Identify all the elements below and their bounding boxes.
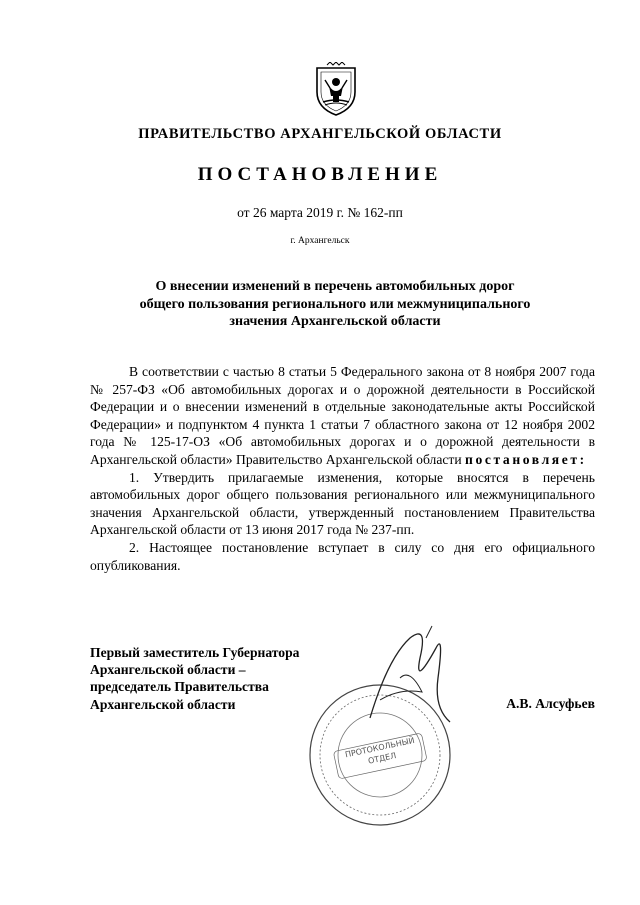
resolution-keyword: постановляет (465, 451, 580, 467)
document-type: ПОСТАНОВЛЕНИЕ (197, 164, 443, 185)
signer-line: председатель Правительства (90, 679, 269, 695)
signer-line: Архангельской области (90, 696, 236, 712)
stamp-text: ПРОТОКОЛЬНЫЙ ОТДЕЛ (344, 735, 416, 766)
title-line: О внесении изменений в перечень автомобильных дорог (155, 279, 515, 294)
document-title (110, 278, 560, 331)
signer-name: А.В. Алсуфьев (506, 696, 595, 711)
handwritten-signature-icon (340, 618, 460, 728)
preamble-text: В соответствии с частью 8 статьи 5 Федерального закона от 8 ноября 2007 года № 257-ФЗ «Об автомобильных дорогах и о дорожной деятельности в Российской Федерации и о внесении изменений в отдельные законодательные акты Российской Федерации» и подпунктом 4 пункта 1 статьи 7 областного закона от 12 ноября 2002 года № 125-17-ОЗ «Об автомобильных дорогах и о дорожной деятельности в Архангельской области» Правительство Архангельской области (90, 364, 595, 467)
document-body (90, 363, 595, 574)
clause-2: 2. Настоящее постановление вступает в силу со дня его официального опубликования. (90, 539, 595, 573)
preamble-paragraph (90, 363, 595, 469)
resolution-colon: : (579, 451, 587, 467)
document-city: г. Архангельск (290, 236, 350, 246)
signer-line: Архангельской области – (90, 662, 246, 678)
signer-line: Первый заместитель Губернатора (90, 645, 300, 660)
title-line: общего пользования регионального или межмуниципального (139, 296, 531, 312)
coat-of-arms-icon (305, 62, 367, 118)
government-name: ПРАВИТЕЛЬСТВО АРХАНГЕЛЬСКОЙ ОБЛАСТИ (138, 126, 502, 142)
title-line: значения Архангельской области (229, 314, 441, 329)
clause-1: 1. Утвердить прилагаемые изменения, которые вносятся в перечень автомобильных дорог общего пользования регионального или межмуниципального значения Архангельской области, утвержденный постановлением Правительства Архангельской области от 13 июня 2017 года № 237-пп. (90, 469, 595, 538)
signer-position (90, 644, 299, 713)
document-date-number: от 26 марта 2019 г. № 162-пп (237, 205, 403, 220)
